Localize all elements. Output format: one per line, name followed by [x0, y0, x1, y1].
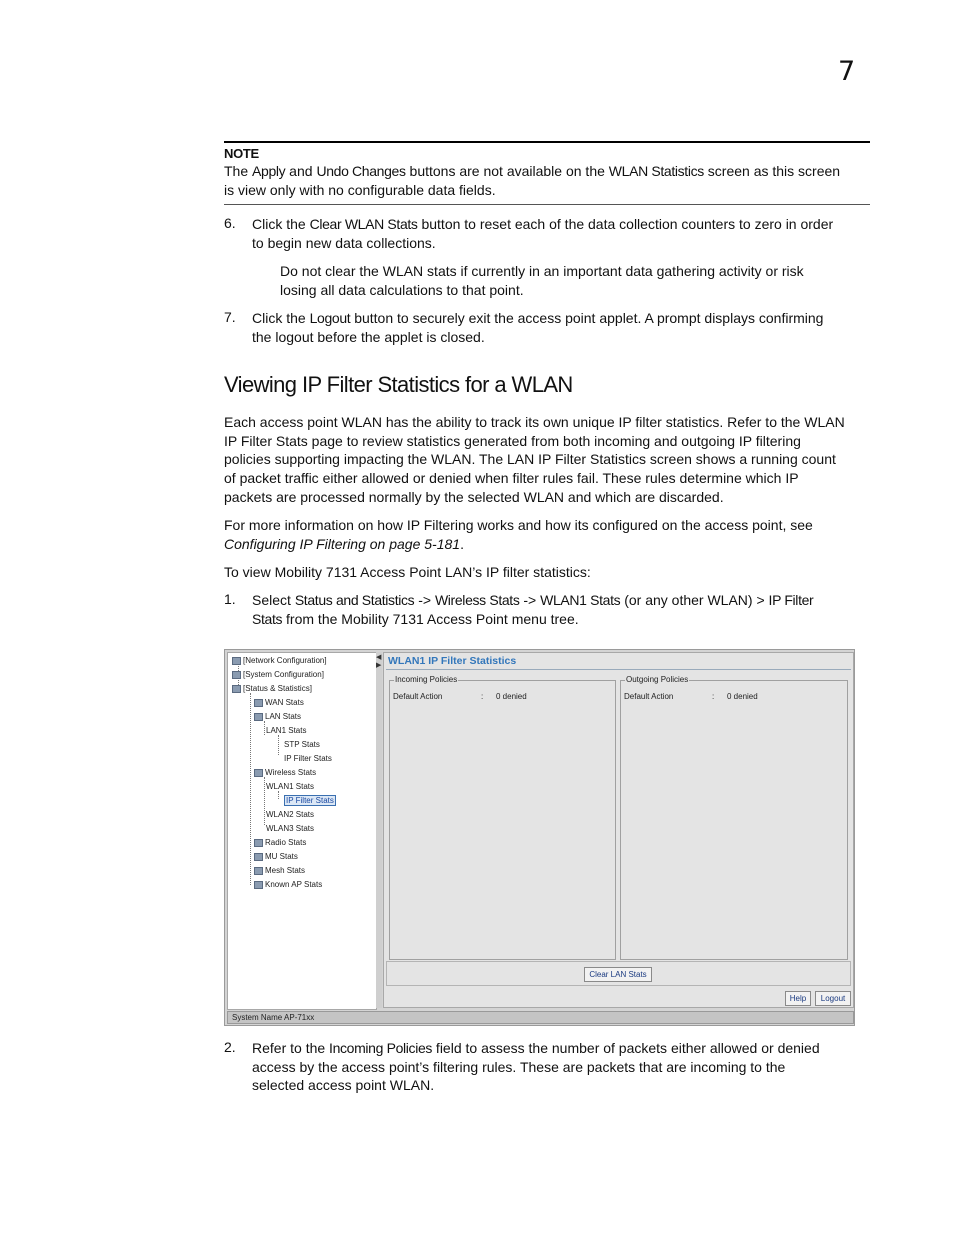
- known-ap-icon: [254, 881, 263, 889]
- outgoing-separator: :: [712, 692, 715, 701]
- note-top-rule: [224, 141, 870, 143]
- tree-item-system-configuration[interactable]: [System Configuration]: [232, 670, 324, 680]
- step-2-number: 2.: [224, 1039, 236, 1055]
- mesh-icon: [254, 867, 263, 875]
- tree-item-mesh-stats[interactable]: Mesh Stats: [254, 866, 305, 876]
- mu-icon: [254, 853, 263, 861]
- outgoing-policies-group: [620, 675, 848, 960]
- panel-title: WLAN1 IP Filter Statistics: [388, 655, 517, 667]
- step-6-text: Click the Clear WLAN Stats button to reset each of the data collection counters to zero in order to begin new data collections.: [252, 216, 834, 251]
- step-1-text: Select Status and Statistics -> Wireless Stats -> WLAN1 Stats (or any other WLAN) > IP Filter Stats from the Mobility 7131 Access Point menu tree.: [252, 592, 814, 627]
- tree-item-wan-stats[interactable]: WAN Stats: [254, 698, 304, 708]
- incoming-default-action-label: Default Action: [393, 692, 443, 701]
- outgoing-policies-title: Outgoing Policies: [626, 675, 689, 684]
- statistics-panel: [383, 652, 854, 1008]
- applet-screenshot: [224, 649, 855, 1026]
- system-icon: [232, 671, 241, 679]
- tree-item-mu-stats[interactable]: MU Stats: [254, 852, 298, 862]
- tree-item-known-ap-stats[interactable]: Known AP Stats: [254, 880, 322, 890]
- cross-reference-paragraph: For more information on how IP Filtering works and how its configured on the access point, see Configuring IP Filtering on page 5-181.: [224, 517, 813, 552]
- tree-item-lan1-stats[interactable]: LAN1 Stats: [266, 726, 307, 735]
- tree-item-lan-stats[interactable]: LAN Stats: [254, 712, 301, 722]
- wan-icon: [254, 699, 263, 707]
- note-text: The Apply and Undo Changes buttons are not available on the WLAN Statistics screen as this screen is view only with no configurable data fields.: [224, 163, 841, 198]
- pane-splitter[interactable]: [376, 652, 382, 1008]
- section-heading: Viewing IP Filter Statistics for a WLAN: [224, 372, 573, 397]
- tree-item-lan1-ip-filter-stats[interactable]: IP Filter Stats: [284, 754, 332, 763]
- radio-icon: [254, 839, 263, 847]
- tree-item-wlan2-stats[interactable]: WLAN2 Stats: [266, 810, 315, 819]
- help-button[interactable]: Help: [785, 991, 811, 1006]
- tree-item-status-statistics[interactable]: [Status & Statistics]: [232, 684, 312, 694]
- intro-paragraph: Each access point WLAN has the ability to track its own unique IP filter statistics. Refer to the WLAN IP Filter Stats page to review statistics generated from both incoming and outgoing IP filtering policies supporting impacting the WLAN. The LAN IP Filter Statistics screen shows a running count of packet traffic either allowed or denied when filter rules fail. These rules determine which IP packets are processed normally by the selected WLAN and which are discarded.: [224, 414, 845, 505]
- tree-item-network-configuration[interactable]: [Network Configuration]: [232, 656, 327, 666]
- tree-item-radio-stats[interactable]: Radio Stats: [254, 838, 306, 848]
- wireless-icon: [254, 769, 263, 777]
- title-divider: [386, 669, 851, 670]
- outgoing-default-action-label: Default Action: [624, 692, 674, 701]
- lan-icon: [254, 713, 263, 721]
- tree-item-wlan1-ip-filter-stats[interactable]: IP Filter Stats: [286, 796, 334, 805]
- step-7-text: Click the Logout button to securely exit the access point applet. A prompt displays confirming the logout before the applet is closed.: [252, 310, 824, 345]
- step-6-caution: Do not clear the WLAN stats if currently in an important data gathering activity or risk losing all data calculations to that point.: [280, 263, 804, 298]
- incoming-policies-group: [389, 675, 616, 960]
- tree-item-wlan3-stats[interactable]: WLAN3 Stats: [266, 824, 315, 833]
- network-icon: [232, 657, 241, 665]
- logout-button[interactable]: Logout: [815, 991, 851, 1006]
- collapse-left-icon[interactable]: ◀: [376, 654, 382, 661]
- step-6-number: 6.: [224, 215, 236, 231]
- statistics-icon: [232, 685, 241, 693]
- tree-item-wlan1-stats[interactable]: WLAN1 Stats: [266, 782, 315, 791]
- note-label: NOTE: [224, 146, 259, 161]
- collapse-right-icon[interactable]: ▶: [376, 662, 382, 669]
- status-bar: System Name AP-71xx: [227, 1011, 854, 1024]
- clear-lan-stats-button[interactable]: Clear LAN Stats: [584, 967, 652, 982]
- outgoing-default-action-value: 0 denied: [727, 692, 758, 701]
- chapter-number: 7: [838, 56, 856, 87]
- step-7-number: 7.: [224, 309, 236, 325]
- tree-item-wireless-stats[interactable]: Wireless Stats: [254, 768, 316, 778]
- step-2-text: Refer to the Incoming Policies field to assess the number of packets either allowed or denied access by the access point’s filtering rules. These are packets that are incoming to the selected access point WLAN.: [252, 1040, 820, 1094]
- incoming-default-action-value: 0 denied: [496, 692, 527, 701]
- procedure-intro: To view Mobility 7131 Access Point LAN’s IP filter statistics:: [224, 564, 591, 580]
- note-bottom-rule: [224, 204, 870, 205]
- tree-item-stp-stats[interactable]: STP Stats: [284, 740, 320, 749]
- incoming-separator: :: [481, 692, 484, 701]
- cross-reference-link[interactable]: Configuring IP Filtering on page 5-181: [224, 535, 461, 552]
- menu-tree: [227, 652, 377, 1010]
- incoming-policies-title: Incoming Policies: [395, 675, 458, 684]
- step-1-number: 1.: [224, 591, 236, 607]
